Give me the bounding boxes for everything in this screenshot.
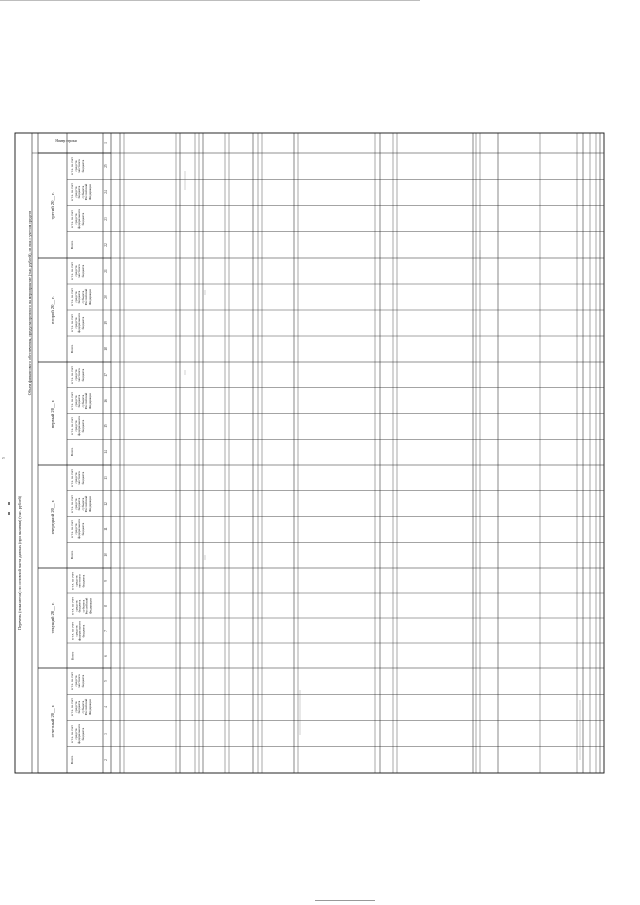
column-header-c2: в т.ч. за счет средств бюджета субъекта Российской Федерации [70,698,92,717]
corner-header: Номер строки [55,139,77,143]
column-number: 22 [104,243,108,247]
column-number: 20 [104,295,108,299]
column-header-c2: в т.ч. за счет средств бюджета субъекта Российской Федерации [70,288,92,306]
column-number: 1 [104,142,108,144]
column-number: 8 [104,604,108,607]
period-group-header: первый 20__ г. [49,399,55,428]
column-header-total: Всего [70,550,74,560]
column-number: 15 [104,424,108,429]
column-number: 6 [104,654,108,657]
table-subheader: Объем финансового обеспечения, предусмотренного на мероприятие (тыс. рублей), из них с учетом средств [27,210,32,396]
column-header-c2: в т.ч. за счет средств бюджета субъекта Российской Федерации [70,494,92,513]
period-group-header: третий 20__ г. [49,191,55,220]
column-header-c2: в т.ч. за счет средств бюджета субъекта Российской Федерации [70,596,92,615]
column-number: 17 [104,373,108,377]
column-number: 19 [104,321,108,325]
period-group-header: отчетный 20__ г. [49,704,55,737]
column-number: 4 [104,706,108,709]
column-header-c3: в т.ч. за счет средств местного бюджета [70,366,85,384]
column-header-c1: в т.ч. за счет средств федерального бюджета [70,620,85,641]
column-header-total: Всего [70,447,74,457]
column-number: 12 [104,501,108,506]
column-header-total: Всего [70,755,74,765]
column-header-c1: в т.ч. за счет средств федерального бюджета [70,519,85,540]
column-number: 3 [104,732,108,735]
column-number: 7 [104,629,108,632]
column-header-c2: в т.ч. за счет средств бюджета субъекта Российской Федерации [70,183,92,202]
table-title: Перечень (показатели) по основной части данных (при наличии) (тыс. рублей) [17,496,22,630]
column-number: 18 [104,347,108,351]
column-header-c3: в т.ч. за счет средств местного бюджета [70,262,85,280]
period-group-header: второй 20__ г. [49,296,55,324]
column-header-c3: в т.ч. за счет средств местного бюджета [70,672,85,690]
column-header-total: Всего [70,651,74,660]
column-header-c1: в т.ч. за счет средств федерального бюджета [70,313,85,333]
column-header-total: Всего [70,344,74,354]
column-header-c3: в т.ч. за счет средств местного бюджета [70,157,85,175]
column-number: 23 [104,216,108,221]
column-header-c1: в т.ч. за счет средств федерального бюджета [70,723,85,744]
column-number: 21 [104,269,108,273]
column-header-c3: в т.ч. за счет средств местного бюджета [70,469,85,487]
page-marker: 5 [2,457,6,459]
column-number: 25 [104,164,108,168]
period-group-header: текущий 20__ г. [49,602,55,634]
column-number: 14 [104,450,108,454]
column-header-c1: в т.ч. за счет средств федерального бюджета [70,416,85,437]
column-number: 5 [104,680,108,683]
column-header-c1: в т.ч. за счет средств федерального бюджета [70,208,85,229]
column-number: 13 [104,476,108,480]
period-group-header: очередной 20__ г. [49,499,55,534]
column-header-c3: в т.ч. за счет средств местного бюджета [70,571,85,590]
column-header-total: Всего [70,240,74,250]
column-number: 10 [104,553,108,557]
column-number: 2 [104,758,108,761]
column-header-c2: в т.ч. за счет средств бюджета субъекта Российской Федерации [70,391,92,410]
column-number: 24 [104,190,108,195]
column-number: 11 [104,527,108,532]
column-number: 16 [104,398,108,403]
column-number: 9 [104,579,108,582]
